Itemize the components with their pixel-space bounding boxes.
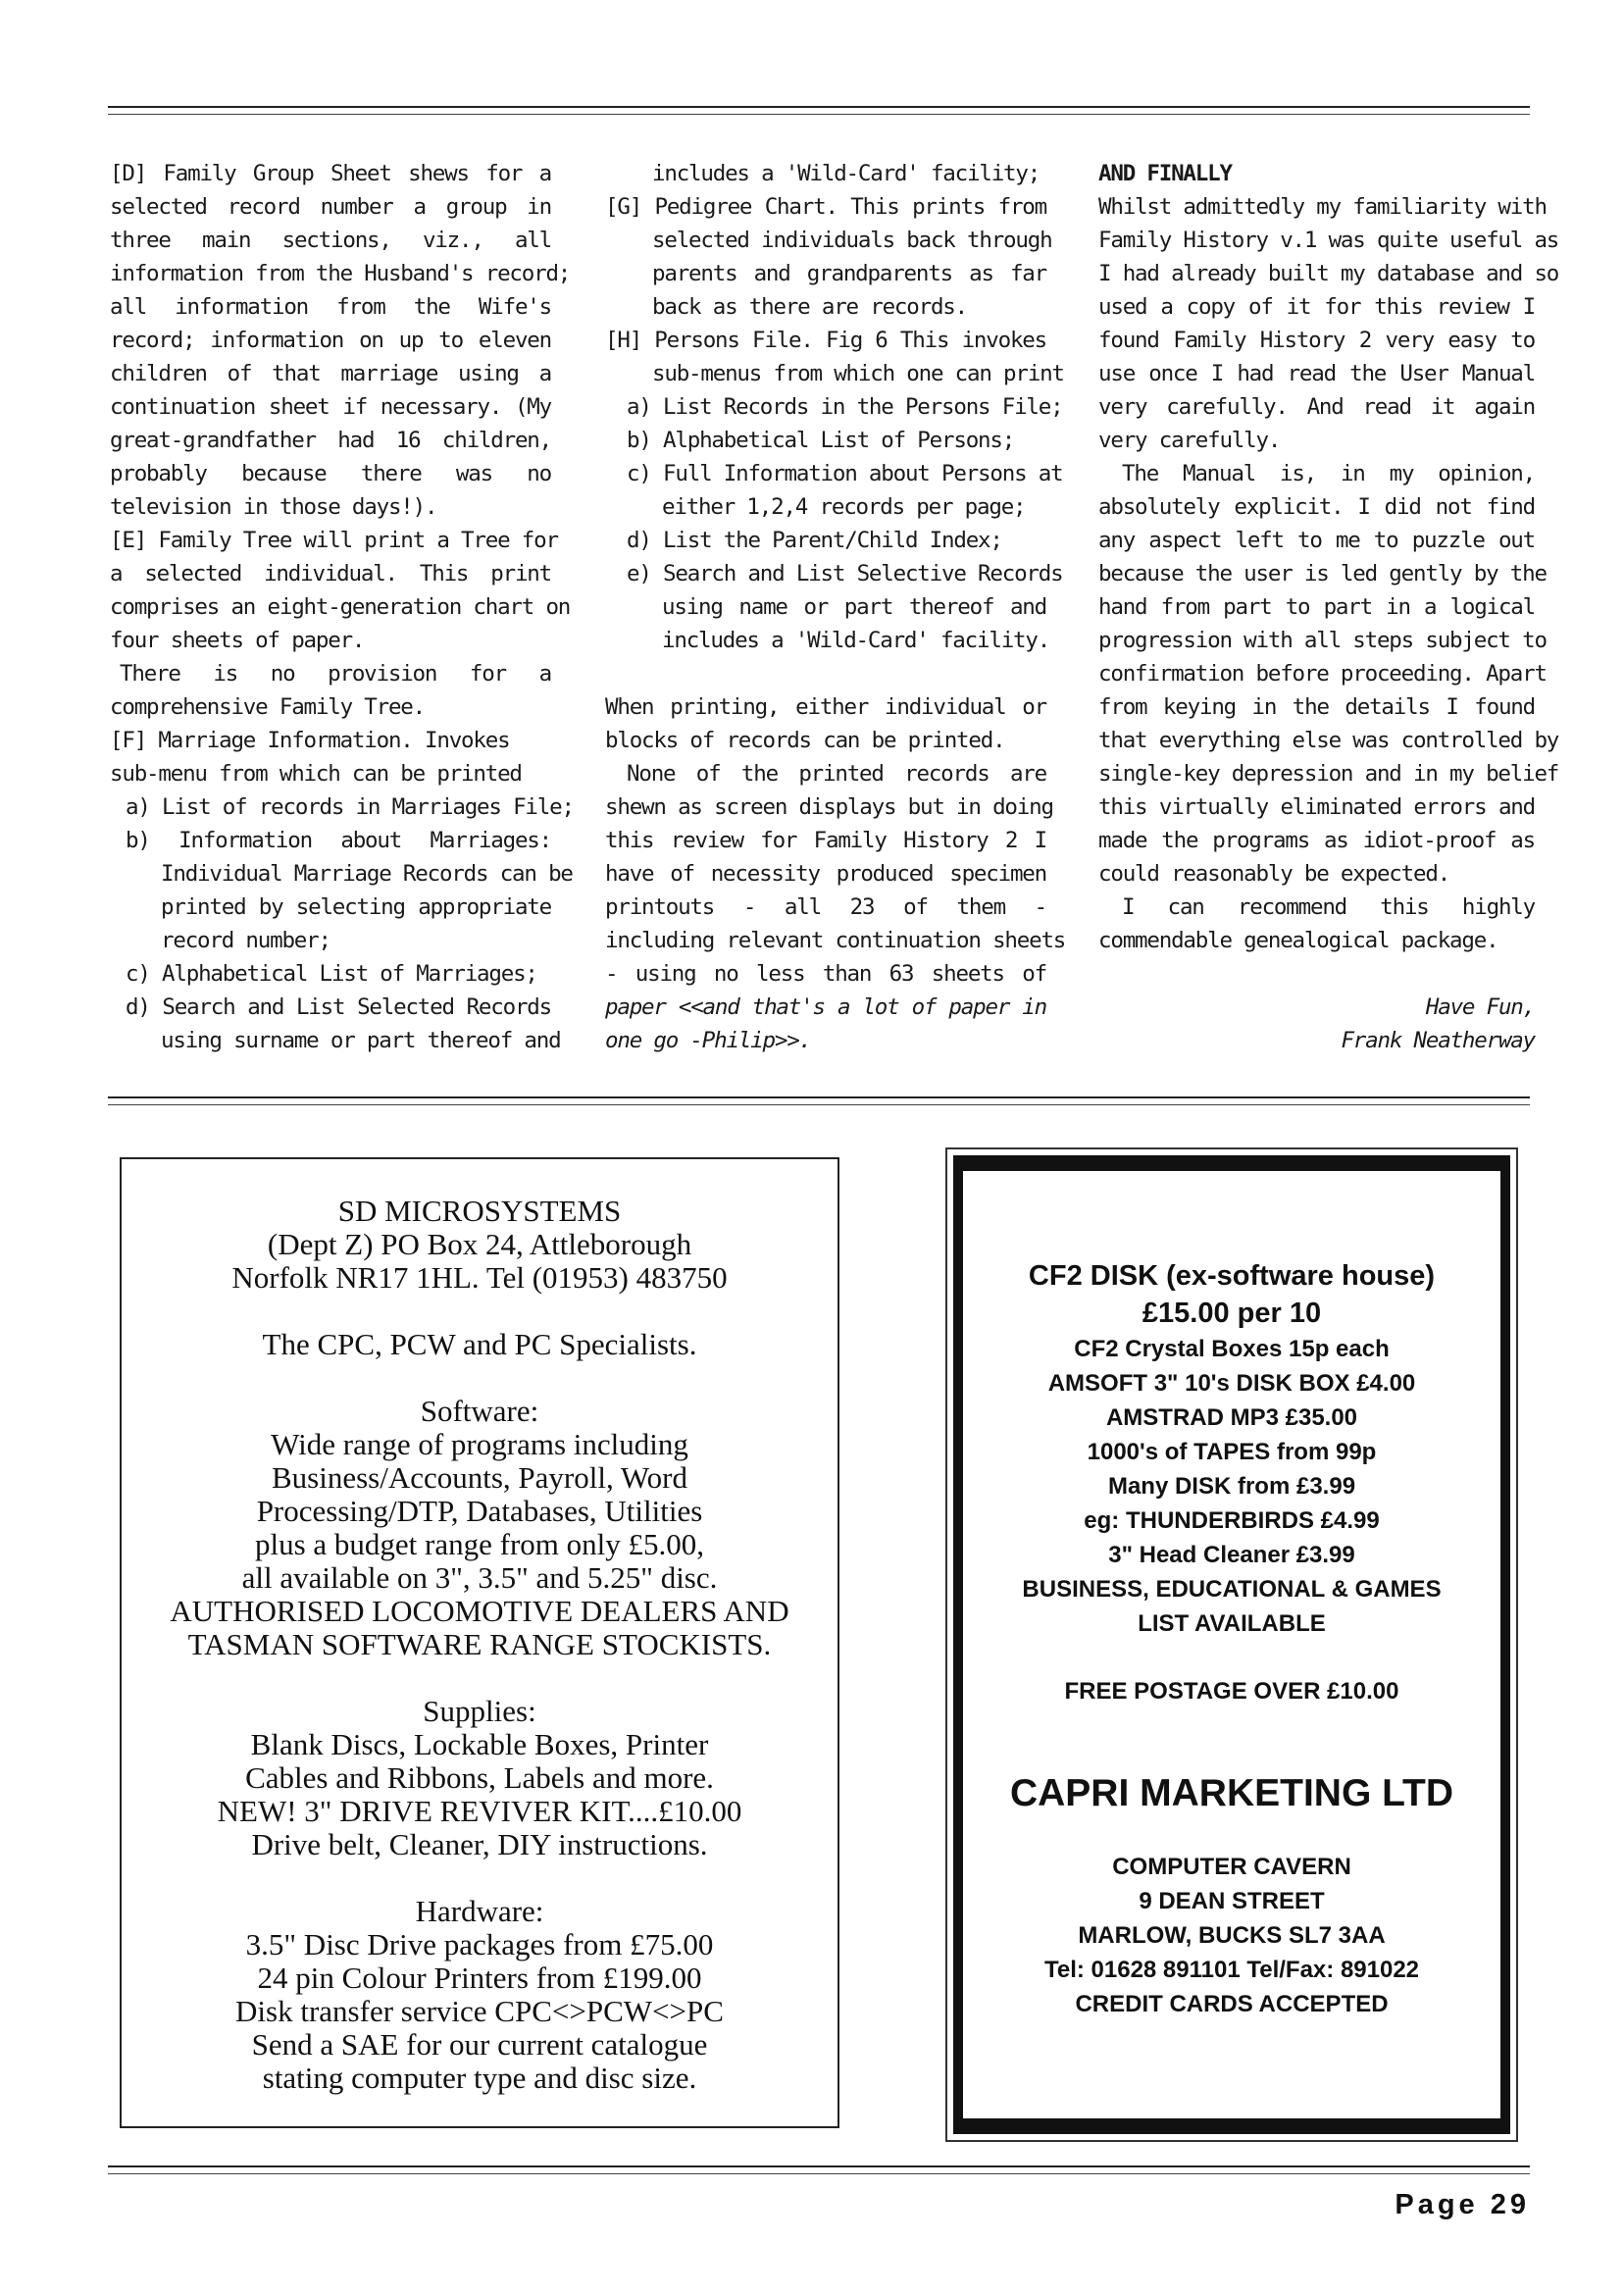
advert-capri-marketing	[953, 1155, 1510, 2134]
address-line: 9 DEAN STREET	[1139, 1888, 1325, 1914]
list-item: d) Search and List Selected Records	[126, 994, 551, 1020]
address-line: MARLOW, BUCKS SL7 3AA	[1078, 1922, 1386, 1949]
article-column-1	[110, 157, 574, 1057]
paragraph-gap	[963, 1708, 1500, 1771]
text-line: very carefully.	[1098, 428, 1281, 453]
text-line: paper <<and that's a lot of paper in	[605, 994, 1046, 1020]
text-line: all information from the Wife's	[110, 294, 551, 320]
text-line: from keying in the details I found	[1098, 694, 1535, 720]
ad-line: NEW! 3" DRIVE REVIVER KIT....£10.00	[217, 1794, 742, 1828]
ad-line: LIST AVAILABLE	[1138, 1610, 1326, 1637]
text-line: back as there are records.	[652, 294, 967, 320]
text-line: includes a 'Wild-Card' facility.	[662, 628, 1050, 653]
ad-line: AUTHORISED LOCOMOTIVE DEALERS AND	[170, 1594, 789, 1628]
text-line: Family History v.1 was quite useful as	[1098, 228, 1559, 253]
list-item: a) List Records in the Persons File;	[627, 394, 1063, 420]
company-name: SD MICROSYSTEMS	[337, 1194, 622, 1228]
text-line: have of necessity produced specimen	[605, 861, 1046, 887]
ad-line: Send a SAE for our current catalogue	[251, 2027, 708, 2062]
text-line: The Manual is, in my opinion,	[1122, 461, 1535, 486]
text-line: great-grandfather had 16 children,	[110, 428, 551, 453]
text-line: continuation sheet if necessary. (My	[110, 394, 551, 420]
text-line: selected individuals back through	[652, 228, 1052, 253]
text-line: using name or part thereof and	[662, 594, 1046, 620]
section-heading: AND FINALLY	[1098, 161, 1232, 186]
section-heading: Software:	[420, 1394, 539, 1428]
text-line: three main sections, viz., all	[110, 228, 551, 253]
list-item: b) Alphabetical List of Persons;	[627, 428, 1015, 453]
ad-line: all available on 3", 3.5" and 5.25" disc.	[241, 1560, 718, 1595]
ad-line: 3.5" Disc Drive packages from £75.00	[245, 1927, 714, 1961]
middle-rule-thin	[108, 1104, 1530, 1105]
article-column-2	[605, 157, 1066, 1057]
text-line: I had already built my database and so	[1098, 261, 1559, 286]
text-line: includes a 'Wild-Card' facility;	[652, 161, 1040, 186]
text-line: blocks of records can be printed.	[605, 728, 1005, 753]
top-rule-thin	[108, 114, 1530, 115]
text-line: - using no less than 63 sheets of	[605, 961, 1046, 987]
address-line: CREDIT CARDS ACCEPTED	[1075, 1991, 1389, 2017]
ad-line: stating computer type and disc size.	[262, 2061, 697, 2095]
advert-sd-microsystems	[120, 1157, 839, 2128]
article-column-3	[1098, 157, 1559, 1057]
text-line: this virtually eliminated errors and	[1098, 794, 1535, 820]
page-number: Page 29	[1395, 2189, 1530, 2220]
ad-line: plus a budget range from only £5.00,	[254, 1527, 705, 1561]
text-line: selected record number a group in	[110, 194, 551, 220]
ad-line: AMSOFT 3" 10's DISK BOX £4.00	[1047, 1370, 1416, 1397]
text-line: None of the printed records are	[627, 761, 1046, 787]
text-line: one go -Philip>>.	[605, 1028, 811, 1053]
list-item: d) List the Parent/Child Index;	[627, 528, 1002, 553]
text-line: could reasonably be expected.	[1098, 861, 1450, 887]
text-line: sub-menus from which one can print	[652, 361, 1064, 386]
text-line: information from the Husband's record;	[110, 261, 571, 286]
ad-line: Processing/DTP, Databases, Utilities	[256, 1494, 703, 1528]
ad-line: CF2 Crystal Boxes 15p each	[1074, 1336, 1390, 1362]
text-line: a selected individual. This print	[110, 561, 551, 586]
headline: CF2 DISK (ex-software house)	[1028, 1260, 1436, 1292]
text-line: progression with all steps subject to	[1098, 628, 1547, 653]
text-line: [G] Pedigree Chart. This prints from	[605, 194, 1046, 220]
section-heading: Hardware:	[415, 1894, 544, 1928]
text-line: [D] Family Group Sheet shews for a	[110, 161, 551, 186]
price: £15.00 per 10	[1142, 1298, 1322, 1329]
text-line: probably because there was no	[110, 461, 551, 486]
text-line: record number;	[161, 928, 330, 953]
address-line: Tel: 01628 891101 Tel/Fax: 891022	[1043, 1957, 1420, 1983]
text-line: hand from part to part in a logical	[1098, 594, 1535, 620]
tagline: The CPC, PCW and PC Specialists.	[262, 1327, 697, 1361]
paragraph-gap	[122, 1295, 837, 1328]
paragraph-gap	[963, 1816, 1500, 1850]
text-line: I can recommend this highly	[1122, 894, 1535, 920]
ad-line: 24 pin Colour Printers from £199.00	[257, 1961, 702, 1995]
ad-line: eg: THUNDERBIRDS £4.99	[1084, 1507, 1380, 1534]
text-line: commendable genealogical package.	[1098, 928, 1498, 953]
ad-line: Cables and Ribbons, Labels and more.	[245, 1760, 714, 1795]
address-line: COMPUTER CAVERN	[1112, 1854, 1351, 1880]
section-heading: Supplies:	[423, 1694, 536, 1728]
paragraph-gap	[963, 1641, 1500, 1674]
ad-line: 3" Head Cleaner £3.99	[1108, 1542, 1355, 1568]
text-line: [F] Marriage Information. Invokes	[110, 728, 510, 753]
text-line: use once I had read the User Manual	[1098, 361, 1535, 386]
top-rule	[108, 106, 1530, 108]
text-line: using surname or part thereof and	[161, 1028, 561, 1053]
ad-line: Drive belt, Cleaner, DIY instructions.	[251, 1827, 708, 1861]
text-line: printouts - all 23 of them -	[605, 894, 1046, 920]
middle-rule	[108, 1096, 1530, 1098]
bottom-rule-thin	[108, 2173, 1530, 2174]
text-line: confirmation before proceeding. Apart	[1098, 661, 1547, 687]
list-item: c) Full Information about Persons at	[627, 461, 1063, 486]
text-line: When printing, either individual or	[605, 694, 1046, 720]
ad-line: Wide range of programs including	[271, 1427, 688, 1461]
list-item: c) Alphabetical List of Marriages;	[126, 961, 537, 987]
paragraph-gap	[605, 657, 1046, 690]
ad-line: TASMAN SOFTWARE RANGE STOCKISTS.	[187, 1627, 772, 1661]
text-line: because the user is led gently by the	[1098, 561, 1547, 586]
ad-line: 1000's of TAPES from 99p	[1087, 1439, 1377, 1465]
signoff: Have Fun,	[1425, 994, 1535, 1020]
bottom-rule	[108, 2165, 1530, 2167]
text-line: children of that marriage using a	[110, 361, 551, 386]
ad-line: Blank Discs, Lockable Boxes, Printer	[250, 1727, 709, 1761]
address-line: (Dept Z) PO Box 24, Attleborough	[267, 1227, 692, 1261]
text-line: sub-menu from which can be printed	[110, 761, 522, 787]
ad-line: Disk transfer service CPC<>PCW<>PC	[235, 1994, 724, 2028]
text-line: any aspect left to me to puzzle out	[1098, 528, 1535, 553]
paragraph-gap	[122, 1361, 837, 1395]
text-line: Whilst admittedly my familiarity with	[1098, 194, 1547, 220]
text-line: used a copy of it for this review I	[1098, 294, 1535, 320]
text-line: this review for Family History 2 I	[605, 828, 1046, 853]
text-line: absolutely explicit. I did not find	[1098, 494, 1535, 520]
paragraph-gap	[1098, 957, 1535, 991]
text-line: either 1,2,4 records per page;	[662, 494, 1026, 520]
postage-offer: FREE POSTAGE OVER £10.00	[1064, 1678, 1399, 1705]
ad-line: AMSTRAD MP3 £35.00	[1105, 1404, 1358, 1431]
ad-line: Business/Accounts, Payroll, Word	[271, 1460, 688, 1495]
text-line: made the programs as idiot-proof as	[1098, 828, 1535, 853]
text-line: very carefully. And read it again	[1098, 394, 1535, 420]
text-line: [E] Family Tree will print a Tree for	[110, 528, 558, 553]
text-line: found Family History 2 very easy to	[1098, 328, 1535, 353]
text-line: There is no provision for a	[120, 661, 551, 687]
text-line: comprehensive Family Tree.	[110, 694, 425, 720]
text-line: record; information on up to eleven	[110, 328, 551, 353]
paragraph-gap	[122, 1661, 837, 1695]
text-line: including relevant continuation sheets	[605, 928, 1066, 953]
author-name: Frank Neatherway	[1341, 1028, 1535, 1053]
text-line: printed by selecting appropriate	[161, 894, 551, 920]
text-line: Individual Marriage Records can be	[161, 861, 573, 887]
text-line: comprises an eight-generation chart on	[110, 594, 571, 620]
text-line: four sheets of paper.	[110, 628, 365, 653]
list-item: e) Search and List Selective Records	[627, 561, 1063, 586]
list-item: b) Information about Marriages:	[126, 828, 551, 853]
list-item: a) List of records in Marriages File;	[126, 794, 574, 820]
text-line: television in those days!).	[110, 494, 437, 520]
ad-line: Many DISK from £3.99	[1107, 1473, 1356, 1500]
text-line: shewn as screen displays but in doing	[605, 794, 1053, 820]
text-line: [H] Persons File. Fig 6 This invokes	[605, 328, 1046, 353]
text-line: parents and grandparents as far	[652, 261, 1046, 286]
company-name: CAPRI MARKETING LTD	[1009, 1772, 1454, 1814]
text-line: single-key depression and in my belief	[1098, 761, 1559, 787]
address-line: Norfolk NR17 1HL. Tel (01953) 483750	[231, 1260, 728, 1295]
text-line: that everything else was controlled by	[1098, 728, 1559, 753]
paragraph-gap	[122, 1861, 837, 1895]
ad-line: BUSINESS, EDUCATIONAL & GAMES	[1022, 1576, 1442, 1603]
